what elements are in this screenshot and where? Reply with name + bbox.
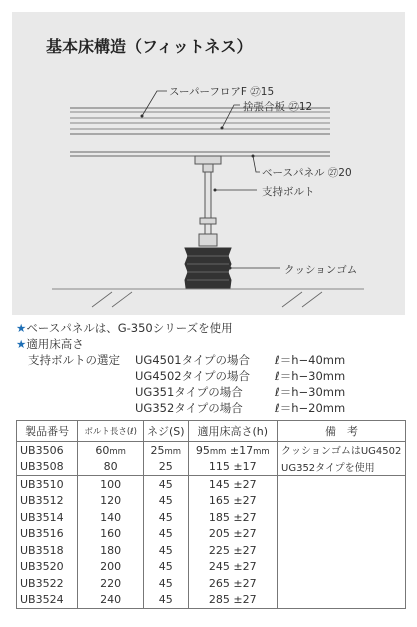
cushion-rubber: [185, 248, 231, 288]
table-row: UB3514 140 45 185 ±27: [17, 509, 406, 526]
col-header-floor-height: 適用床高さ(h): [188, 421, 277, 442]
selection-type: UG4502タイプの場合: [135, 369, 251, 383]
label-base-panel: ベースパネル ㉗20: [262, 167, 352, 179]
table-row: UB3512 120 45 165 ±27: [17, 493, 406, 510]
col-header-model: 製品番号: [17, 421, 78, 442]
selection-formula: ℓ＝h−20mm: [275, 401, 346, 415]
label-cushion-rubber: クッションゴム: [284, 264, 358, 276]
table-row: UB3522 220 45 265 ±27: [17, 575, 406, 592]
star-icon: ★: [16, 337, 27, 351]
col-header-bolt-length: ボルト長さ(ℓ): [78, 421, 144, 442]
note-floor-height: ★適用床高さ: [16, 337, 84, 351]
table-row: UB3506 60mm 25mm 95mm ±17mm クッションゴムはUG4502: [17, 442, 406, 459]
floor-layers: [70, 108, 330, 156]
selection-heading: 支持ボルトの選定: [28, 353, 120, 367]
selection-formula: ℓ＝h−30mm: [275, 385, 346, 399]
concrete-slab: [52, 289, 364, 307]
table-header-row: [17, 421, 406, 442]
selection-formula: ℓ＝h−30mm: [275, 369, 346, 383]
table-row: UB3516 160 45 205 ±27: [17, 526, 406, 543]
remark-line: UG352タイプを使用: [278, 459, 406, 476]
table-row: UB3524 240 45 285 ±27: [17, 592, 406, 609]
label-plywood: 捨張合板 ㉗12: [243, 101, 313, 113]
table-row: UB3508 80 25 115 ±17 UG352タイプを使用: [17, 459, 406, 476]
selection-type: UG352タイプの場合: [135, 401, 243, 415]
star-icon: ★: [16, 321, 27, 335]
spec-table: [16, 420, 406, 609]
page-title: 基本床構造（フィットネス）: [46, 37, 253, 56]
notes-section: [16, 320, 406, 352]
table-row: UB3518 180 45 225 ±27: [17, 542, 406, 559]
selection-type: UG351タイプの場合: [135, 385, 243, 399]
selection-type: UG4501タイプの場合: [135, 353, 251, 367]
remark-empty: [278, 476, 406, 609]
label-support-bolt: 支持ボルト: [262, 186, 315, 198]
label-super-floor: スーパーフロアF ㉗15: [169, 86, 275, 98]
col-header-remarks: 備 考: [278, 421, 406, 442]
table-row: UB3520 200 45 245 ±27: [17, 559, 406, 576]
remark-line: クッションゴムはUG4502: [278, 442, 406, 459]
selection-formula: ℓ＝h−40mm: [275, 353, 346, 367]
table-row: UB3510 100 45 145 ±27: [17, 476, 406, 493]
note-base-panel: ★ベースパネルは、G-350シリーズを使用: [16, 321, 233, 335]
col-header-screw: ネジ(S): [143, 421, 188, 442]
support-bolt: [195, 156, 221, 246]
